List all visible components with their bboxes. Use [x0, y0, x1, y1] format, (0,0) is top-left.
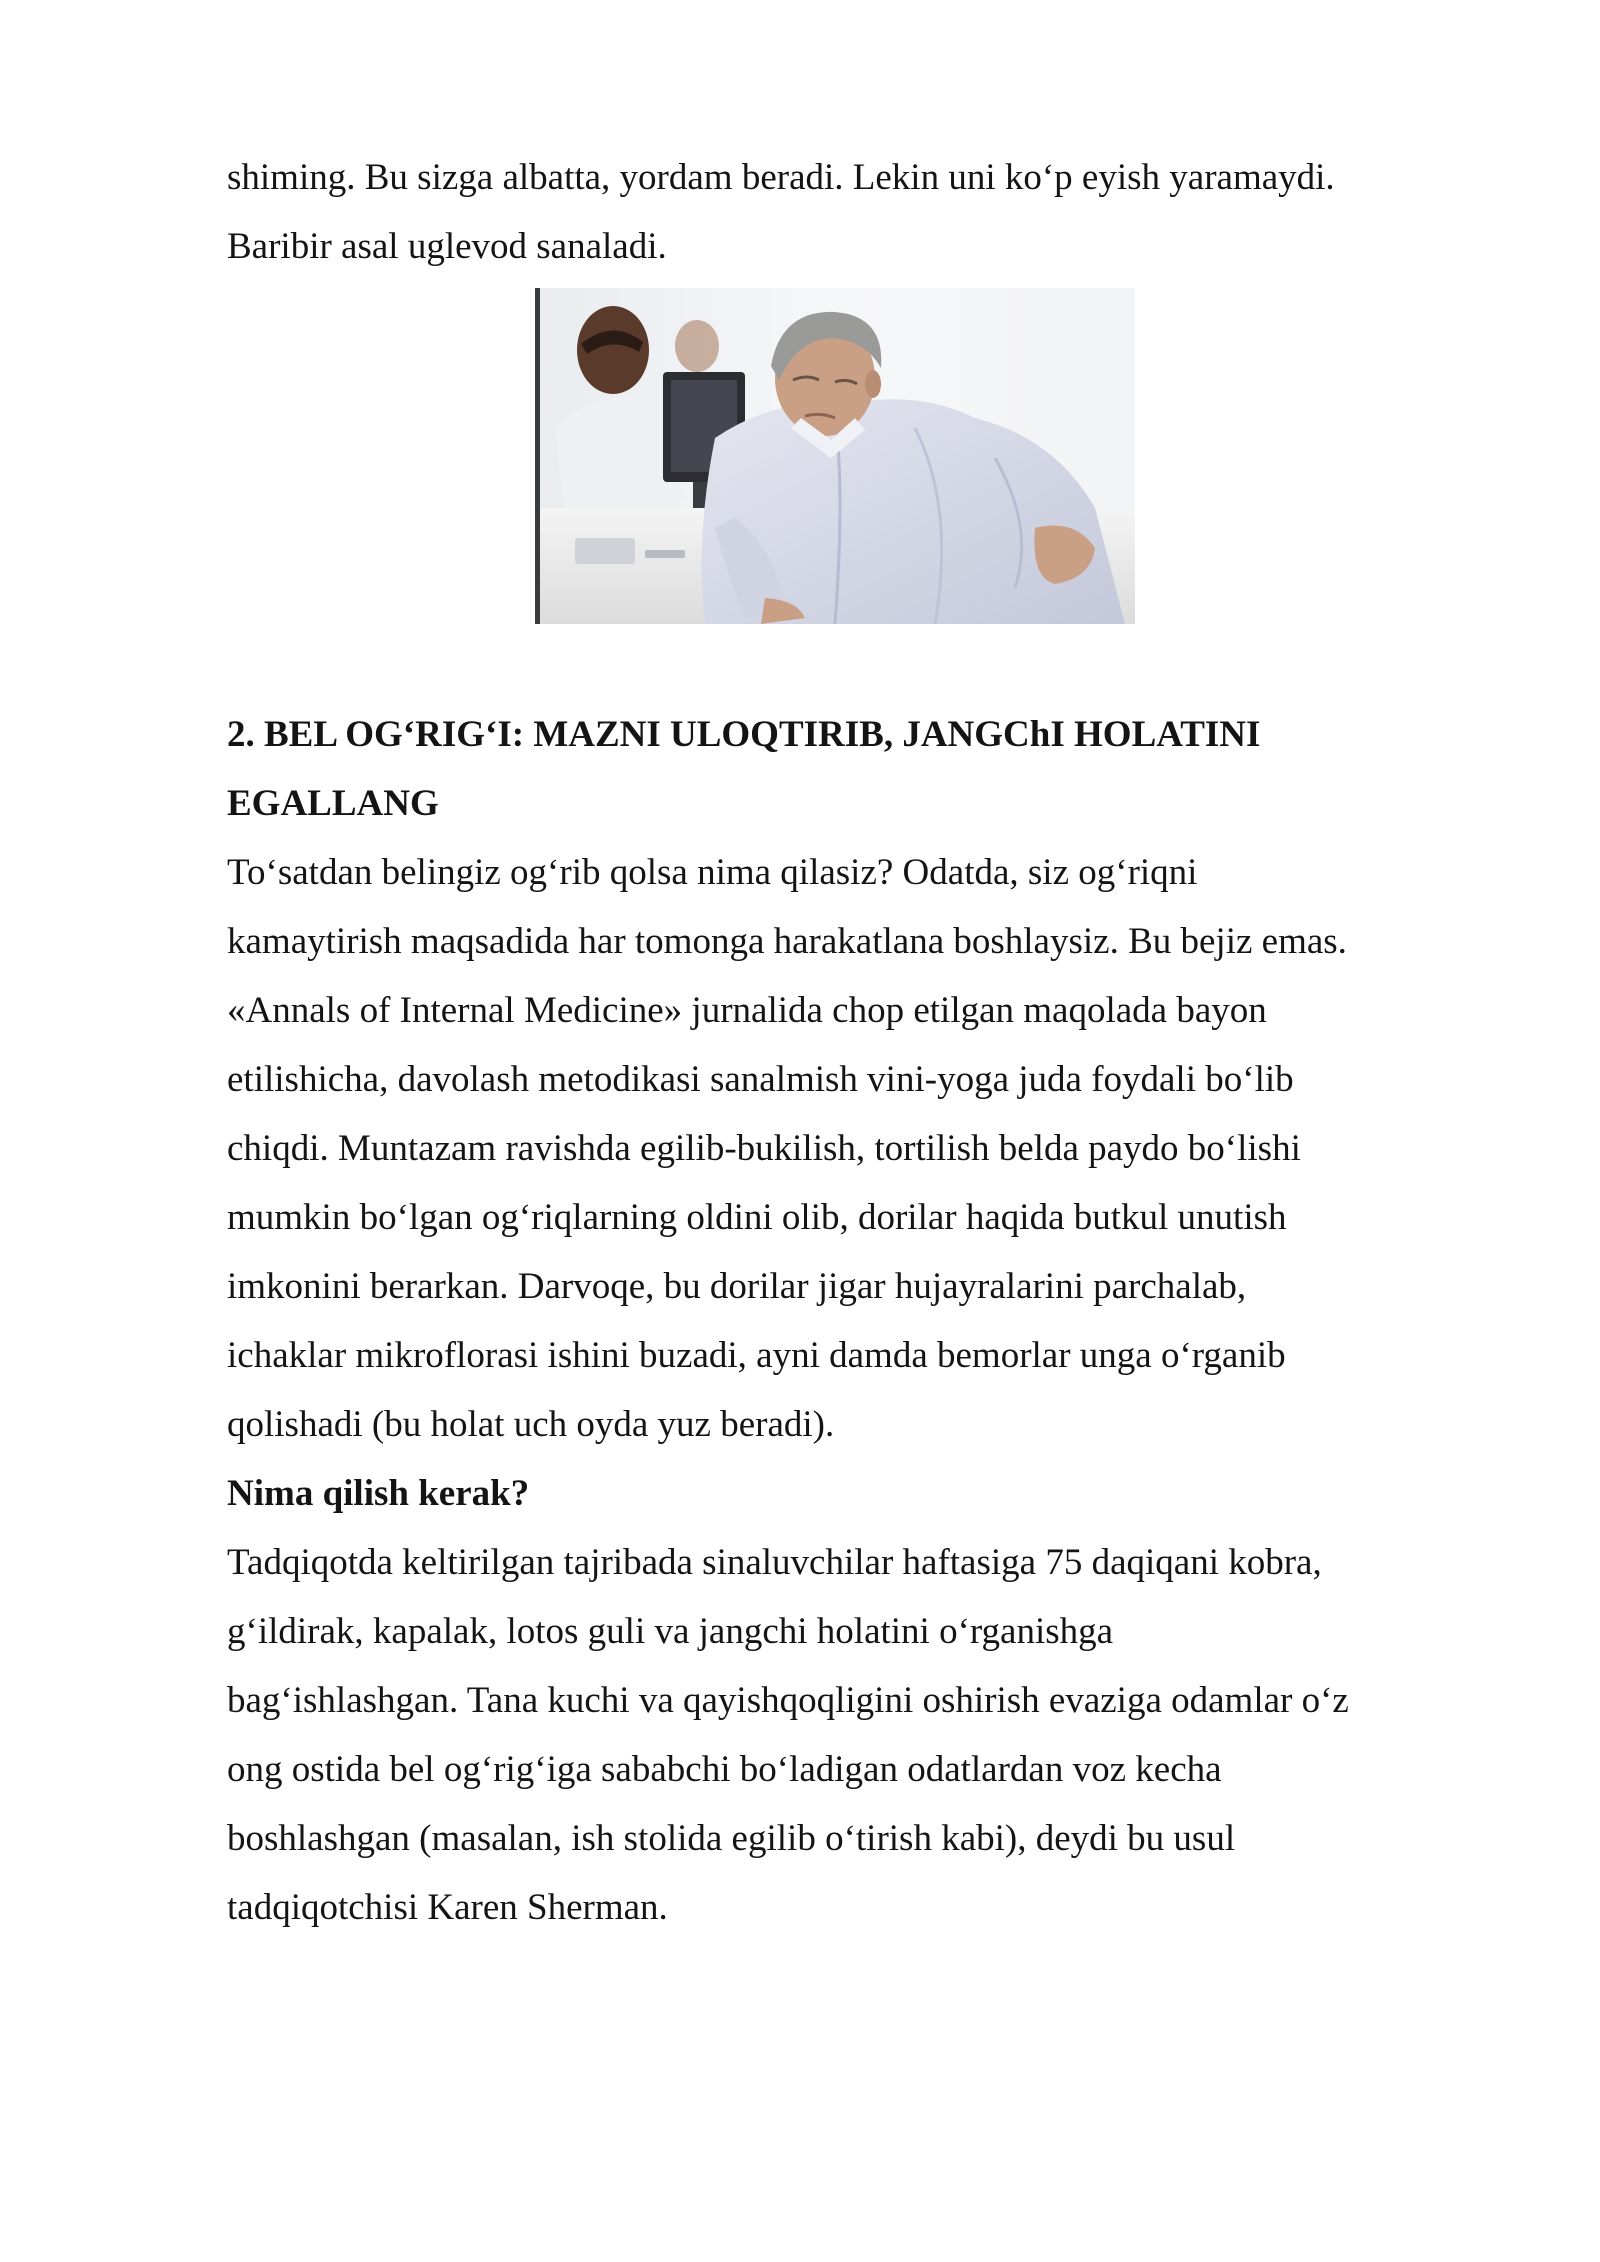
paragraph-line: imkonini berarkan. Darvoqe, bu dorilar jigar hujayralarini parchalab, [227, 1266, 1247, 1307]
intro-line: shiming. Bu sizga albatta, yordam beradi. Lekin uni koʻp eyish yaramaydi. [227, 157, 1335, 198]
paragraph-line: «Annals of Internal Medicine» jurnalida chop etilgan maqolada bayon [227, 990, 1267, 1031]
section-heading: 2. BEL OGʻRIGʻI: MAZNI ULOQTIRIB, JANGChI HOLATINI [227, 714, 1261, 755]
paragraph-line: Tadqiqotda keltirilgan tajribada sinaluvchilar haftasiga 75 daqiqani kobra, [227, 1542, 1322, 1583]
paragraph-line: qolishadi (bu holat uch oyda yuz beradi). [227, 1404, 835, 1445]
paragraph-line: kamaytirish maqsadida har tomonga harakatlana boshlaysiz. Bu bejiz emas. [227, 921, 1347, 962]
paragraph-line: Toʻsatdan belingiz ogʻrib qolsa nima qilasiz? Odatda, siz ogʻriqni [227, 852, 1198, 893]
section-back-pain [227, 700, 1467, 1942]
photo-illustration [535, 288, 1135, 624]
paragraph-line: gʻildirak, kapalak, lotos guli va jangchi holatini oʻrganishga [227, 1611, 1114, 1652]
paragraph-line: bagʻishlashgan. Tana kuchi va qayishqoqligini oshirish evaziga odamlar oʻz [227, 1680, 1349, 1721]
paragraph-line: ong ostida bel ogʻrigʻiga sababchi boʻladigan odatlardan voz kecha [227, 1749, 1222, 1790]
paragraph-line: tadqiqotchisi Karen Sherman. [227, 1887, 668, 1928]
subheading: Nima qilish kerak? [227, 1473, 530, 1514]
paragraph-line: mumkin boʻlgan ogʻriqlarning oldini olib, dorilar haqida butkul unutish [227, 1197, 1287, 1238]
intro-line: Baribir asal uglevod sanaladi. [227, 226, 667, 267]
paragraph-line: etilishicha, davolash metodikasi sanalmish vini-yoga juda foydali boʻlib [227, 1059, 1294, 1100]
man-with-back-pain-photo [535, 288, 1135, 624]
paragraph-line: boshlashgan (masalan, ish stolida egilib oʻtirish kabi), deydi bu usul [227, 1818, 1236, 1859]
section-heading: EGALLANG [227, 783, 439, 824]
paragraph-line: chiqdi. Muntazam ravishda egilib-bukilish, tortilish belda paydo boʻlishi [227, 1128, 1301, 1169]
intro-paragraph [227, 143, 1467, 281]
paragraph-line: ichaklar mikroflorasi ishini buzadi, ayni damda bemorlar unga oʻrganib [227, 1335, 1286, 1376]
